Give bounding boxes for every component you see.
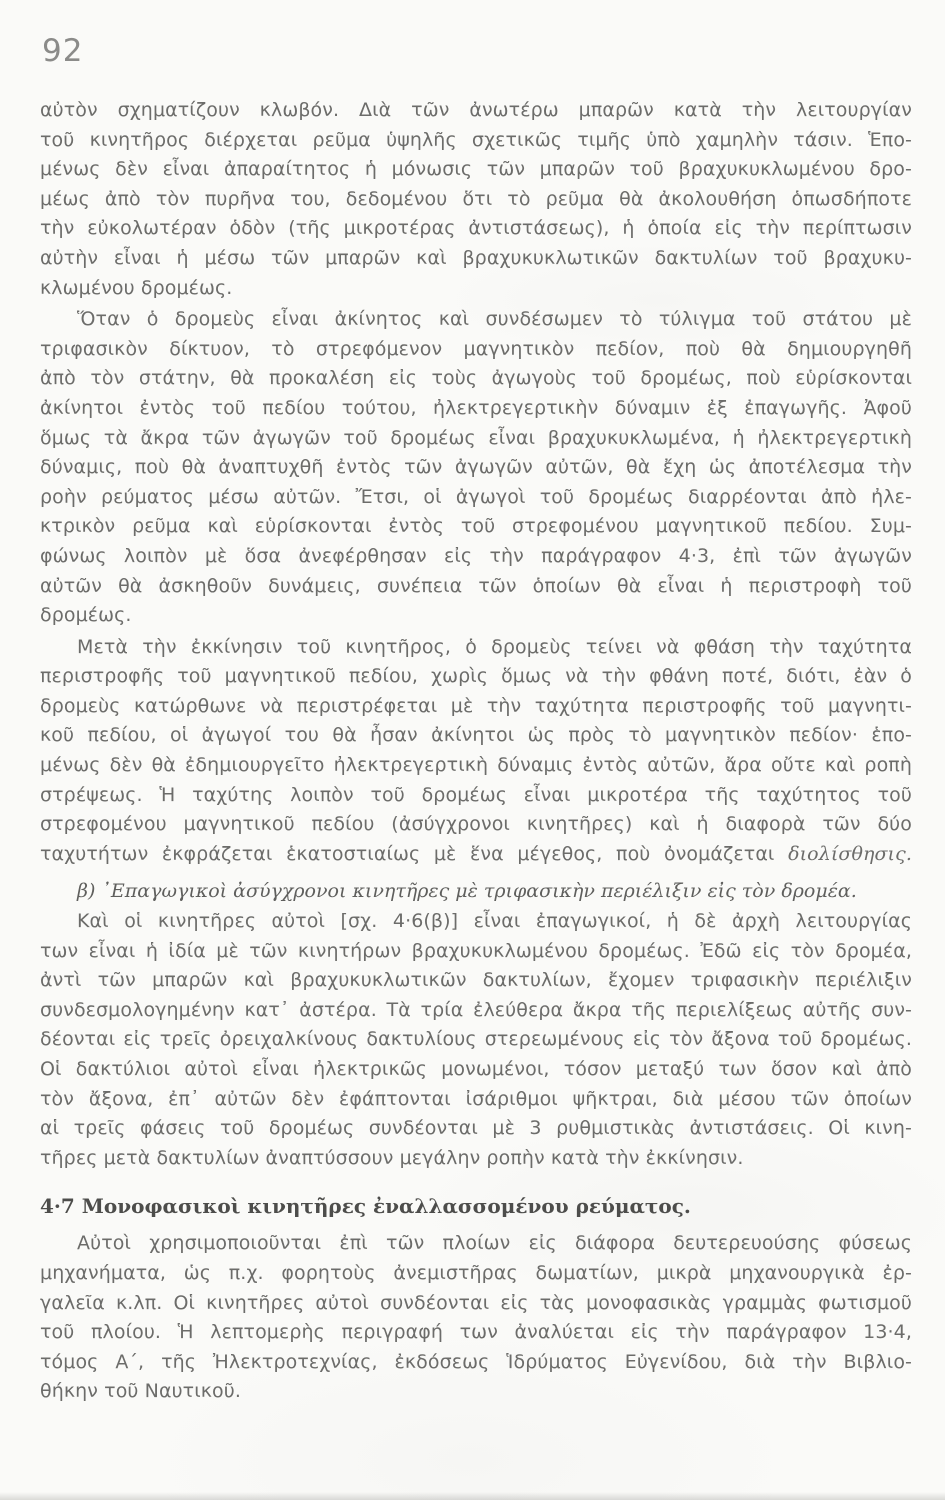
text-line: τὴν εὐκολωτέραν ὁδὸν (τῆς μικροτέρας ἀντιστάσεως), ἡ ὁποία εἰς τὴν περίπτωσιν: [40, 217, 912, 240]
text-line: τὸν ἄξονα, ἐπ᾽ αὐτῶν δὲν ἐφάπτονται ἰσάριθμοι ψῆκτραι, διὰ μέσου τῶν ὁποίων: [40, 1087, 912, 1110]
text-line: κοῦ πεδίου, οἱ ἀγωγοί του θὰ ἦσαν ἀκίνητοι ὡς πρὸς τὸ μαγνητικὸν πεδίον· ἑπο-: [40, 724, 912, 747]
text-line: μέως ἀπὸ τὸν πυρῆνα του, δεδομένου ὅτι τὸ ρεῦμα θὰ ἀκολουθήση ὁπωσδήποτε: [40, 187, 912, 210]
text-line: Οἱ δακτύλιοι αὐτοὶ εἶναι ἠλεκτρικῶς μονωμένοι, τόσον μεταξύ των ὅσον καὶ ἀπὸ: [40, 1058, 912, 1080]
text-line: κλωμένου δρομέως.: [40, 276, 233, 299]
page-number: 92: [42, 33, 84, 69]
text-run: ταχυτήτων ἐκφράζεται ἑκατοστιαίως μὲ ἕνα μέγεθος, ποὺ ὀνομάζεται: [40, 842, 789, 865]
text-line: τῆρες μετὰ δακτυλίων ἀναπτύσσουν μεγάλην ροπὴν κατὰ τὴν ἐκκίνησιν.: [40, 1146, 744, 1169]
paragraph: [40, 907, 912, 1173]
text-line: φώνως λοιπὸν μὲ ὅσα ἀνεφέρθησαν εἰς τὴν παράγραφον 4·3, ἐπὶ τῶν ἀγωγῶν: [40, 544, 912, 567]
italic-term: διολίσθησις.: [788, 842, 912, 865]
text-line: ἀπὸ τὸν στάτην, θὰ προκαλέση εἰς τοὺς ἀγωγοὺς τοῦ δρομέως, ποὺ εὑρίσκονται: [40, 367, 912, 390]
text-line: αὐτῶν θὰ ἀσκηθοῦν δυνάμεις, συνέπεια τῶν ὁποίων θὰ εἶναι ἡ περιστροφὴ τοῦ: [40, 574, 912, 597]
text-line: [40, 840, 912, 870]
text-line: μένως δὲν εἶναι ἀπαραίτητος ἡ μόνωσις τῶν μπαρῶν τοῦ βραχυκυκλωμένου δρο-: [40, 158, 912, 181]
section-heading: 4·7 Μονοφασικοὶ κινητῆρες ἐναλλασσομένου ρεύματος.: [40, 1194, 691, 1219]
text-line: δύναμις, ποὺ θὰ ἀναπτυχθῆ ἐντὸς τῶν ἀγωγῶν αὐτῶν, θὰ ἔχη ὡς ἀποτέλεσμα τὴν: [40, 456, 912, 479]
text-line: Αὐτοὶ χρησιμοποιοῦνται ἐπὶ τῶν πλοίων εἰς διάφορα δευτερευούσης φύσεως: [77, 1232, 912, 1255]
text-line: μηχανήματα, ὡς π.χ. φορητοὺς ἀνεμιστῆρας δωματίων, μικρὰ μηχανουργικὰ ἐρ-: [40, 1261, 912, 1284]
text-line: περιστροφῆς τοῦ μαγνητικοῦ πεδίου, χωρὶς ὅμως νὰ τὴν φθάνη ποτέ, διότι, ἐὰν ὁ: [40, 665, 912, 688]
text-line: αἱ τρεῖς φάσεις τοῦ δρομέως συνδέονται μὲ 3 ρυθμιστικὰς ἀντιστάσεις. Οἱ κινη-: [40, 1117, 912, 1140]
text-line: ἀκίνητοι ἐντὸς τοῦ πεδίου τούτου, ἠλεκτρεγερτικὴν δύναμιν ἐξ ἐπαγωγῆς. Ἀφοῦ: [40, 396, 912, 419]
text-line: αὐτὸν σχηματίζουν κλωβόν. Διὰ τῶν ἀνωτέρω μπαρῶν κατὰ τὴν λειτουργίαν: [40, 99, 912, 121]
text-line: δρομεὺς κατώρθωνε νὰ περιστρέφεται μὲ τὴν ταχύτητα περιστροφῆς τοῦ μαγνητι-: [40, 694, 912, 717]
text-line: Καὶ οἱ κινητῆρες αὐτοὶ [σχ. 4·6(β)] εἶναι ἐπαγωγικοί, ἡ δὲ ἀρχὴ λειτουργίας: [77, 910, 912, 933]
text-line: αὐτὴν εἶναι ἡ μέσω τῶν μπαρῶν καὶ βραχυκυκλωτικῶν δακτυλίων τοῦ βραχυκυ-: [40, 246, 912, 269]
text-line: τριφασικὸν δίκτυον, τὸ στρεφόμενον μαγνητικὸν πεδίον, ποὺ θὰ δημιουργηθῆ: [40, 337, 912, 360]
paragraph: [40, 1229, 912, 1407]
subsection-heading: β) ᾽Επαγωγικοὶ ἀσύγχρονοι κινητῆρες μὲ τριφασικὴν περιέλιξιν εἰς τὸν δρομέα.: [77, 880, 857, 903]
text-line: ἀντὶ τῶν μπαρῶν καὶ βραχυκυκλωτικῶν δακτυλίων, ἔχομεν τριφασικὴν περιέλιξιν: [40, 969, 912, 992]
text-line: τοῦ κινητῆρος διέρχεται ρεῦμα ὑψηλῆς σχετικῶς τιμῆς ὑπὸ χαμηλὴν τάσιν. Ἑπο-: [40, 128, 912, 151]
text-line: Ὅταν ὁ δρομεὺς εἶναι ἀκίνητος καὶ συνδέσωμεν τὸ τύλιγμα τοῦ στάτου μὲ: [77, 308, 912, 331]
text-line: γαλεῖα κ.λπ. Οἱ κινητῆρες αὐτοὶ συνδέονται εἰς τὰς μονοφασικὰς γραμμὰς φωτισμοῦ: [40, 1291, 912, 1314]
text-line: μένως δὲν θὰ ἐδημιουργεῖτο ἠλεκτρεγερτικὴ δύναμις ἐντὸς αὐτῶν, ἄρα οὔτε καὶ ροπὴ: [40, 754, 912, 777]
text-line: δέονται εἰς τρεῖς ὀρειχαλκίνους δακτυλίους στερεωμένους εἰς τὸν ἄξονα τοῦ δρομέως.: [40, 1028, 912, 1051]
text-line: κτρικὸν ρεῦμα καὶ εὑρίσκονται ἐντὸς τοῦ στρεφομένου μαγνητικοῦ πεδίου. Συμ-: [40, 515, 912, 538]
text-line: των εἶναι ἡ ἰδία μὲ τῶν κινητήρων βραχυκυκλωμένου δρομέως. Ἐδῶ εἰς τὸν δρομέα,: [40, 939, 912, 962]
text-line: τοῦ πλοίου. Ἡ λεπτομερὴς περιγραφή των ἀναλύεται εἰς τὴν παράγραφον 13·4,: [40, 1321, 912, 1344]
text-block: [40, 96, 912, 1409]
text-line: ὅμως τὰ ἄκρα τῶν ἀγωγῶν τοῦ δρομέως εἶναι βραχυκυκλωμένα, ἡ ἠλεκτρεγερτικὴ: [40, 426, 912, 449]
paragraph: [40, 305, 912, 631]
scan-edge: [0, 1492, 945, 1500]
text-line: Μετὰ τὴν ἐκκίνησιν τοῦ κινητῆρος, ὁ δρομεὺς τείνει νὰ φθάση τὴν ταχύτητα: [77, 635, 912, 658]
text-line: στρεφομένου μαγνητικοῦ πεδίου (ἀσύγχρονοι κινητῆρες) καὶ ἡ διαφορὰ τῶν δύο: [40, 813, 912, 836]
paragraph: [40, 96, 912, 303]
text-line: δρομέως.: [40, 604, 132, 627]
text-line: συνδεσμολογημένην κατ᾽ ἀστέρα. Τὰ τρία ἐλεύθερα ἄκρα τῆς περιελίξεως αὐτῆς συν-: [40, 998, 912, 1021]
text-line: τόμος Α΄, τῆς Ἠλεκτροτεχνίας, ἐκδόσεως Ἱδρύματος Εὐγενίδου, διὰ τὴν Βιβλιο-: [40, 1350, 912, 1373]
paragraph: [40, 633, 912, 870]
text-line: ροὴν ρεύματος μέσω αὐτῶν. Ἔτσι, οἱ ἀγωγοὶ τοῦ δρομέως διαρρέονται ἀπὸ ἠλε-: [40, 485, 912, 508]
text-line: θήκην τοῦ Ναυτικοῦ.: [40, 1380, 242, 1403]
text-line: στρέψεως. Ἡ ταχύτης λοιπὸν τοῦ δρομέως εἶναι μικροτέρα τῆς ταχύτητος τοῦ: [40, 783, 912, 806]
